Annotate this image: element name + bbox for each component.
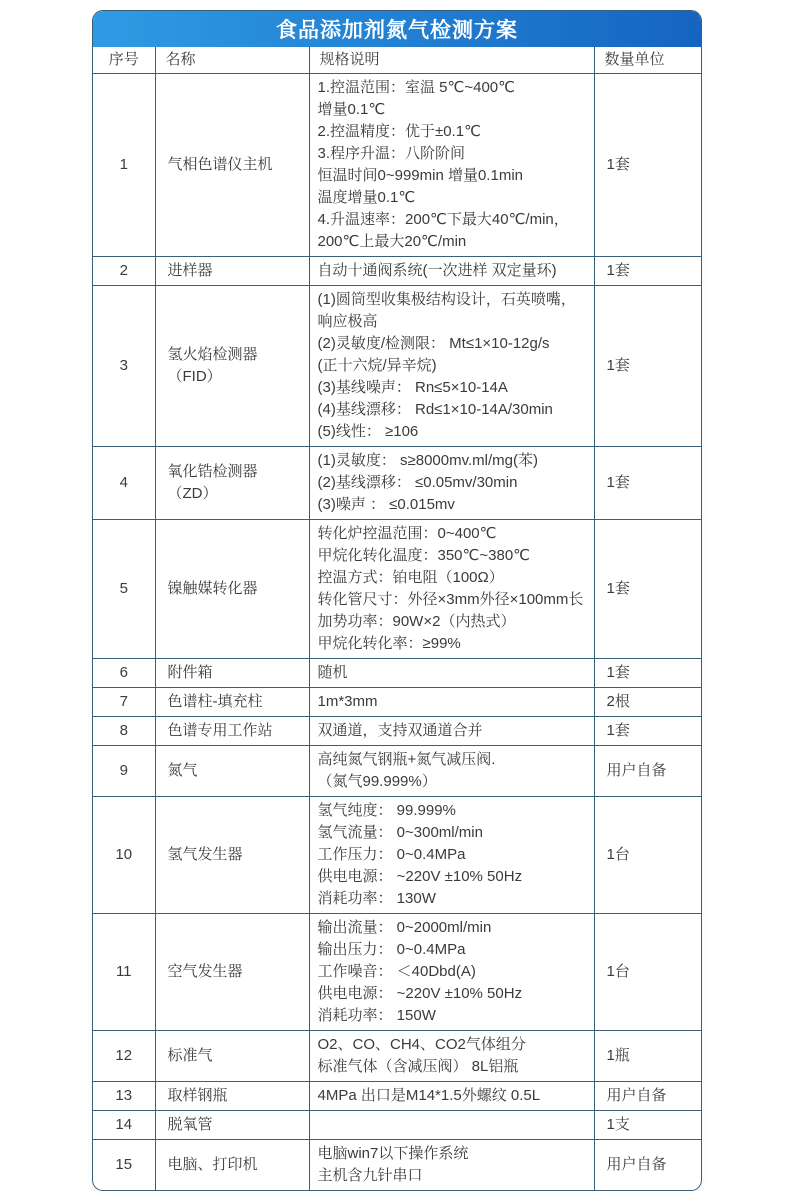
row-seq-cell: 10 <box>93 797 155 914</box>
spec-line: 主机含九针串口 <box>317 1167 423 1184</box>
spec-line: (3)噪声 ： ≤0.015mv <box>317 496 455 513</box>
spec-line: 恒温时间0~999min 增量0.1min <box>317 167 523 184</box>
row-spec-cell <box>309 447 594 520</box>
row-seq-cell: 15 <box>93 1140 155 1191</box>
column-header-spec: 规格说明 <box>309 47 594 74</box>
row-seq-cell: 5 <box>93 520 155 659</box>
row-qty-cell: 用户自备 <box>594 1140 701 1191</box>
spec-line: 自动十通阀系统(一次进样 双定量环) <box>317 262 557 279</box>
spec-line: 甲烷化转化温度：350℃~380℃ <box>317 547 531 564</box>
row-spec-cell <box>309 74 594 257</box>
table-row <box>93 520 701 659</box>
row-qty-cell: 1台 <box>594 797 701 914</box>
spec-line: (1)灵敏度： s≥8000mv.ml/mg(苯) <box>317 452 538 469</box>
spec-line: （氮气99.999%） <box>317 773 437 790</box>
spec-line: (2)灵敏度/检测限： Mt≤1×10-12g/s <box>317 335 550 352</box>
row-name-cell: 氢气发生器 <box>155 797 309 914</box>
row-qty-cell: 用户自备 <box>594 1082 701 1111</box>
table-row <box>93 797 701 914</box>
row-qty-cell: 1瓶 <box>594 1031 701 1082</box>
row-spec-cell <box>309 688 594 717</box>
row-seq-cell: 8 <box>93 717 155 746</box>
row-qty-cell: 1套 <box>594 74 701 257</box>
row-name-cell: 进样器 <box>155 257 309 286</box>
row-spec-cell <box>309 1111 594 1140</box>
column-header-qty: 数量单位 <box>594 47 701 74</box>
row-spec-cell <box>309 1082 594 1111</box>
table-row <box>93 1031 701 1082</box>
spec-line: 电脑win7以下操作系统 <box>317 1145 469 1162</box>
row-qty-cell: 1套 <box>594 286 701 447</box>
row-qty-cell: 用户自备 <box>594 746 701 797</box>
row-seq-cell: 11 <box>93 914 155 1031</box>
spec-line: 1.控温范围：室温 5℃~400℃ <box>317 79 515 96</box>
row-name-cell: 附件箱 <box>155 659 309 688</box>
row-seq-cell: 9 <box>93 746 155 797</box>
spec-line: (4)基线漂移： Rd≤1×10-14A/30min <box>317 401 553 418</box>
row-spec-cell <box>309 717 594 746</box>
spec-line: O2、CO、CH4、CO2气体组分 <box>317 1036 526 1053</box>
spec-line: 随机 <box>317 664 348 681</box>
spec-line: (2)基线漂移： ≤0.05mv/30min <box>317 474 518 491</box>
spec-line: 3.程序升温：八阶阶间 <box>317 145 466 162</box>
row-name-cell: 空气发生器 <box>155 914 309 1031</box>
row-spec-cell <box>309 914 594 1031</box>
row-spec-cell <box>309 659 594 688</box>
table-row <box>93 74 701 257</box>
row-seq-cell: 7 <box>93 688 155 717</box>
row-name-cell: 氧化锆检测器（ZD） <box>155 447 309 520</box>
row-qty-cell: 1台 <box>594 914 701 1031</box>
spec-line: 温度增量0.1℃ <box>317 189 416 206</box>
row-name-cell: 色谱专用工作站 <box>155 717 309 746</box>
spec-line: 氢气纯度： 99.999% <box>317 802 456 819</box>
row-qty-cell: 1支 <box>594 1111 701 1140</box>
spec-line: 输出压力： 0~0.4MPa <box>317 941 466 958</box>
spec-line: 消耗功率： 130W <box>317 890 436 907</box>
table-row <box>93 717 701 746</box>
row-name-cell: 标准气 <box>155 1031 309 1082</box>
spec-sheet <box>92 10 702 1191</box>
spec-line: 转化管尺寸：外径×3mm外径×100mm长 <box>317 591 584 608</box>
title-bar <box>93 11 701 47</box>
spec-line: 200℃上最大20℃/min <box>317 233 467 250</box>
row-name-cell: 镍触媒转化器 <box>155 520 309 659</box>
row-spec-cell <box>309 286 594 447</box>
table-body <box>93 74 701 1191</box>
row-seq-cell: 1 <box>93 74 155 257</box>
row-seq-cell: 12 <box>93 1031 155 1082</box>
row-seq-cell: 4 <box>93 447 155 520</box>
row-name-cell: 取样钢瓶 <box>155 1082 309 1111</box>
page-title: 食品添加剂氮气检测方案 <box>276 19 518 42</box>
row-name-cell: 色谱柱-填充柱 <box>155 688 309 717</box>
row-qty-cell: 1套 <box>594 520 701 659</box>
spec-line: 4MPa 出口是M14*1.5外螺纹 0.5L <box>317 1087 541 1104</box>
row-seq-cell: 3 <box>93 286 155 447</box>
row-qty-cell: 2根 <box>594 688 701 717</box>
column-header-seq: 序号 <box>93 47 155 74</box>
table-row <box>93 659 701 688</box>
table-row <box>93 1082 701 1111</box>
row-name-cell: 氮气 <box>155 746 309 797</box>
table-row <box>93 914 701 1031</box>
spec-line: 消耗功率： 150W <box>317 1007 436 1024</box>
row-seq-cell: 13 <box>93 1082 155 1111</box>
table-row <box>93 746 701 797</box>
row-name-cell: 脱氧管 <box>155 1111 309 1140</box>
row-seq-cell: 6 <box>93 659 155 688</box>
table-row <box>93 1140 701 1191</box>
spec-line: 双通道，支持双通道合并 <box>317 722 483 739</box>
row-qty-cell: 1套 <box>594 447 701 520</box>
spec-line: 供电电源： ~220V ±10% 50Hz <box>317 985 523 1002</box>
table-row <box>93 1111 701 1140</box>
spec-line: 输出流量： 0~2000ml/min <box>317 919 492 936</box>
spec-line: 供电电源： ~220V ±10% 50Hz <box>317 868 523 885</box>
table-row <box>93 447 701 520</box>
spec-line: 1m*3mm <box>317 693 378 710</box>
spec-line: 高纯氮气钢瓶+氮气减压阀. <box>317 751 496 768</box>
spec-line: (正十六烷/异辛烷) <box>317 357 437 374</box>
row-spec-cell <box>309 257 594 286</box>
spec-line: 控温方式：铂电阻（100Ω） <box>317 569 504 586</box>
row-seq-cell: 2 <box>93 257 155 286</box>
table-row <box>93 257 701 286</box>
table-row <box>93 688 701 717</box>
spec-line: 增量0.1℃ <box>317 101 386 118</box>
spec-line: 转化炉控温范围：0~400℃ <box>317 525 497 542</box>
row-qty-cell: 1套 <box>594 257 701 286</box>
row-spec-cell <box>309 520 594 659</box>
row-name-cell: 氢火焰检测器（FID） <box>155 286 309 447</box>
column-header-name: 名称 <box>155 47 309 74</box>
spec-line: 氢气流量： 0~300ml/min <box>317 824 483 841</box>
table-row <box>93 286 701 447</box>
spec-line: 4.升温速率：200℃下最大40℃/min， <box>317 211 569 228</box>
spec-line: (1)圆筒型收集极结构设计，石英喷嘴， <box>317 291 576 308</box>
spec-line: 工作噪音： ＜40Dbd(A) <box>317 963 476 980</box>
row-spec-cell <box>309 797 594 914</box>
table-header-row <box>93 47 701 74</box>
spec-line: (5)线性： ≥106 <box>317 423 419 440</box>
row-seq-cell: 14 <box>93 1111 155 1140</box>
spec-line: 响应极高 <box>317 313 378 330</box>
spec-table <box>93 47 701 1190</box>
row-qty-cell: 1套 <box>594 659 701 688</box>
row-spec-cell <box>309 1031 594 1082</box>
row-qty-cell: 1套 <box>594 717 701 746</box>
spec-line: 2.控温精度：优于±0.1℃ <box>317 123 481 140</box>
row-name-cell: 气相色谱仪主机 <box>155 74 309 257</box>
row-spec-cell <box>309 1140 594 1191</box>
spec-line: 加势功率：90W×2（内热式） <box>317 613 516 630</box>
spec-line: 甲烷化转化率：≥99% <box>317 635 461 652</box>
row-spec-cell <box>309 746 594 797</box>
spec-line: 工作压力： 0~0.4MPa <box>317 846 466 863</box>
spec-line: 标准气体（含减压阀） 8L铝瓶 <box>317 1058 519 1075</box>
spec-line: (3)基线噪声： Rn≤5×10-14A <box>317 379 508 396</box>
row-name-cell: 电脑、打印机 <box>155 1140 309 1191</box>
